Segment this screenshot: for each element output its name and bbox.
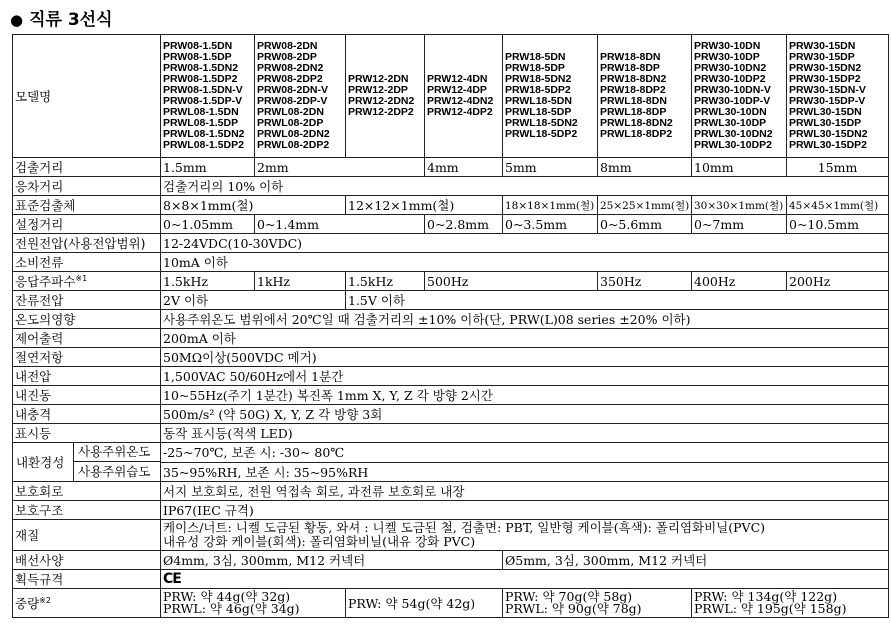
label-material: 재질 — [13, 520, 161, 551]
model-name: PRWL18-5DP2 — [505, 127, 578, 140]
sensing-distance-7: 15mm — [787, 158, 889, 177]
model-name: PRW30-15DN — [789, 40, 856, 53]
model-name: PRW30-10DP — [694, 51, 760, 64]
standard-target-3: 18×18×1mm(철) — [503, 196, 598, 215]
protection-circuit-value: 서지 보호회로, 전원 역접속 회로, 과전류 보호회로 내장 — [161, 482, 889, 501]
current-consumption-value: 10mA 이하 — [161, 253, 889, 272]
model-name: PRWL08-1.5DP — [163, 116, 239, 129]
ambient-temp-label: 사용주위온도 — [74, 443, 160, 462]
model-name: PRW30-10DP-V — [694, 95, 771, 107]
model-name: PRW18-5DN — [505, 51, 566, 64]
weight-2: PRW: 약 54g(약 42g) — [346, 589, 503, 618]
label-weight — [13, 589, 161, 618]
model-name: PRWL18-8DN — [600, 95, 667, 107]
model-name: PRW08-2DP-V — [257, 95, 328, 107]
model-name: PRW08-2DN2 — [257, 62, 324, 75]
model-name: PRW08-1.5DN — [163, 40, 233, 53]
label-dielectric-strength: 내전압 — [13, 367, 161, 386]
model-name: PRW30-15DN-V — [789, 84, 866, 97]
response-frequency-2: 1kHz — [255, 272, 346, 291]
row-sensing-distance — [13, 158, 889, 177]
row-approval — [13, 570, 889, 589]
model-list-8 — [787, 35, 889, 158]
label-model: 모델명 — [13, 35, 161, 158]
row-standard-target — [13, 196, 889, 215]
weight-text: 중량 — [15, 596, 40, 611]
row-current-consumption — [13, 253, 889, 272]
label-response-frequency — [13, 272, 161, 291]
weight-1-line-1: PRW: 약 44g(약 32g) — [163, 589, 291, 604]
model-list-3 — [346, 35, 425, 158]
shock-value: 500m/s² (약 50G) X, Y, Z 각 방향 3회 — [161, 405, 889, 424]
ambient-humidity-value: 35~95%RH, 보존 시: 35~95%RH — [161, 462, 889, 482]
label-setting-distance: 설정거리 — [13, 215, 161, 234]
section-heading — [10, 8, 113, 32]
control-output-value: 200mA 이하 — [161, 329, 889, 348]
weight-4 — [692, 589, 889, 618]
label-cable: 배선사양 — [13, 551, 161, 570]
row-vibration — [13, 386, 889, 405]
weight-3-line-1: PRW: 약 70g(약 58g) — [505, 589, 633, 604]
model-name: PRWL08-1.5DN2 — [163, 127, 245, 140]
environment-label: 내환경성 — [13, 443, 74, 481]
row-indicator — [13, 424, 889, 443]
label-shock: 내충격 — [13, 405, 161, 424]
model-name: PRW18-8DN2 — [600, 73, 667, 86]
vibration-value: 10~55Hz(주기 1분간) 복진폭 1mm X, Y, Z 각 방향 2시간 — [161, 386, 889, 405]
setting-distance-1: 0~1.05mm — [161, 215, 255, 234]
power-supply-value: 12-24VDC(10-30VDC) — [161, 234, 889, 253]
row-dielectric-strength — [13, 367, 889, 386]
model-list-7 — [692, 35, 787, 158]
label-vibration: 내진동 — [13, 386, 161, 405]
response-frequency-note: ※1 — [75, 273, 88, 283]
material-value — [161, 520, 889, 551]
model-name: PRW30-15DN2 — [789, 62, 862, 75]
model-name: PRW08-1.5DP-V — [163, 95, 243, 107]
model-name: PRW18-8DP2 — [600, 84, 666, 97]
bullet-icon: ● — [10, 11, 24, 29]
material-line-2: 내유성 강화 케이블(회색): 폴리염화비닐(내유 강화 PVC) — [163, 534, 476, 549]
model-name: PRW30-10DN2 — [694, 62, 767, 75]
response-frequency-6: 400Hz — [692, 272, 787, 291]
residual-voltage-2: 1.5V 이하 — [346, 291, 889, 310]
model-name: PRW30-15DP — [789, 51, 855, 64]
model-name: PRW08-2DN-V — [257, 84, 328, 97]
label-residual-voltage: 잔류전압 — [13, 291, 161, 310]
setting-distance-3: 0~2.8mm — [425, 215, 503, 234]
model-name: PRW12-2DP2 — [348, 105, 414, 118]
sensing-distance-3: 4mm — [425, 158, 503, 177]
setting-distance-5: 0~5.6mm — [598, 215, 692, 234]
indicator-value: 동작 표시등(적색 LED) — [161, 424, 889, 443]
model-name: PRW30-10DN-V — [694, 84, 771, 97]
dielectric-strength-value: 1,500VAC 50/60Hz에서 1분간 — [161, 367, 889, 386]
label-standard-target: 표준검출체 — [13, 196, 161, 215]
residual-voltage-1: 2V 이하 — [161, 291, 346, 310]
setting-distance-4: 0~3.5mm — [503, 215, 598, 234]
row-model — [13, 35, 889, 158]
model-name: PRW18-8DP — [600, 62, 660, 75]
model-name: PRW30-15DP2 — [789, 73, 861, 86]
weight-3 — [503, 589, 692, 618]
row-ambient-temp — [13, 443, 889, 463]
row-insulation-resistance — [13, 348, 889, 367]
approval-value — [161, 570, 889, 589]
standard-target-4: 25×25×1mm(철) — [598, 196, 692, 215]
response-frequency-4: 500Hz — [425, 272, 598, 291]
material-line-1: 케이스/너트: 니켈 도금된 황동, 와셔 : 니켈 도금된 철, 검출면: PBT, 일반형 케이블(흑색): 폴리염화비닐(PVC) — [163, 520, 766, 535]
row-setting-distance — [13, 215, 889, 234]
row-temp-influence — [13, 310, 889, 329]
standard-target-2: 12×12×1mm(철) — [346, 196, 503, 215]
model-name: PRWL18-8DP — [600, 105, 667, 118]
standard-target-5: 30×30×1mm(철) — [692, 196, 787, 215]
model-name: PRW18-8DN — [600, 51, 661, 64]
model-list-2 — [255, 35, 346, 158]
standard-target-1: 8×8×1mm(철) — [161, 196, 346, 215]
model-name: PRWL08-2DP2 — [257, 138, 330, 151]
insulation-resistance-value: 50MΩ이상(500VDC 메거) — [161, 348, 889, 367]
sensing-distance-2: 2mm — [255, 158, 425, 177]
response-frequency-5: 350Hz — [598, 272, 692, 291]
row-control-output — [13, 329, 889, 348]
model-name: PRW08-1.5DP — [163, 51, 232, 64]
row-shock — [13, 405, 889, 424]
label-sensing-distance: 검출거리 — [13, 158, 161, 177]
standard-target-6: 45×45×1mm(철) — [787, 196, 889, 215]
model-name: PRWL30-15DP — [789, 116, 862, 129]
model-name: PRWL30-15DN — [789, 105, 862, 118]
row-cable — [13, 551, 889, 570]
spec-table — [12, 34, 889, 618]
row-residual-voltage — [13, 291, 889, 310]
model-name: PRWL18-5DP — [505, 105, 572, 118]
response-frequency-7: 200Hz — [787, 272, 889, 291]
model-name: PRWL30-10DP — [694, 116, 767, 129]
sensing-distance-6: 10mm — [692, 158, 787, 177]
section-title: 직류 3선식 — [29, 10, 113, 30]
model-name: PRW12-4DN2 — [427, 95, 494, 107]
model-name: PRW30-15DP-V — [789, 95, 866, 107]
model-list-4 — [425, 35, 503, 158]
label-hysteresis: 응차거리 — [13, 177, 161, 196]
weight-4-line-2: PRWL: 약 195g(약 158g) — [694, 601, 847, 616]
model-name: PRW30-10DP2 — [694, 73, 766, 86]
model-name: PRWL30-10DN2 — [694, 127, 773, 140]
model-name: PRW18-5DP2 — [505, 84, 571, 97]
ambient-humidity-label: 사용주위습도 — [78, 464, 151, 479]
setting-distance-6: 0~7mm — [692, 215, 787, 234]
response-frequency-1: 1.5kHz — [161, 272, 255, 291]
ce-mark-icon: CE — [163, 571, 181, 587]
model-name: PRW08-1.5DN-V — [163, 84, 243, 97]
model-name: PRWL08-2DP — [257, 116, 324, 129]
label-current-consumption: 소비전류 — [13, 253, 161, 272]
weight-3-line-2: PRWL: 약 90g(약 78g) — [505, 601, 642, 616]
model-name: PRW12-4DN — [427, 73, 488, 86]
hysteresis-value: 검출거리의 10% 이하 — [161, 177, 889, 196]
model-name: PRWL30-15DP2 — [789, 138, 868, 151]
model-name: PRW12-2DN2 — [348, 95, 415, 107]
weight-note: ※2 — [39, 595, 51, 605]
row-weight — [13, 589, 889, 618]
model-name: PRW08-2DN — [257, 40, 318, 53]
model-list-5 — [503, 35, 598, 158]
weight-1 — [161, 589, 346, 618]
sensing-distance-4: 5mm — [503, 158, 598, 177]
model-name: PRW08-2DP2 — [257, 73, 323, 86]
row-material — [13, 520, 889, 551]
weight-1-line-2: PRWL: 약 46g(약 34g) — [163, 601, 300, 616]
model-name: PRWL08-2DN — [257, 105, 324, 118]
label-approval: 획득규격 — [13, 570, 161, 589]
weight-4-line-1: PRW: 약 134g(약 122g) — [694, 589, 838, 604]
sensing-distance-1: 1.5mm — [161, 158, 255, 177]
label-protection-circuit: 보호회로 — [13, 482, 161, 501]
label-temp-influence: 온도의영향 — [13, 310, 161, 329]
response-frequency-3: 1.5kHz — [346, 272, 425, 291]
model-name: PRWL08-1.5DP2 — [163, 138, 244, 151]
model-name: PRWL18-5DN2 — [505, 116, 578, 129]
row-hysteresis — [13, 177, 889, 196]
model-name: PRWL30-10DP2 — [694, 138, 773, 151]
model-list-1 — [161, 35, 255, 158]
row-power-supply — [13, 234, 889, 253]
response-frequency-text: 응답주파수 — [15, 274, 76, 289]
row-protection-structure — [13, 501, 889, 520]
model-name: PRW12-2DP — [348, 84, 408, 97]
model-name: PRW12-4DP — [427, 84, 487, 97]
model-name: PRW08-2DP — [257, 51, 317, 64]
model-list-6 — [598, 35, 692, 158]
model-name: PRWL30-10DN — [694, 105, 767, 118]
temp-influence-value: 사용주위온도 범위에서 20℃일 때 검출거리의 ±10% 이하(단, PRW(L)08 series ±20% 이하) — [161, 310, 889, 329]
model-name: PRW18-5DN2 — [505, 73, 572, 86]
model-name: PRW08-1.5DP2 — [163, 73, 238, 86]
model-name: PRW18-5DP — [505, 62, 565, 75]
model-name: PRW30-10DN — [694, 40, 761, 53]
model-name: PRWL18-5DN — [505, 95, 572, 107]
model-name: PRW08-1.5DN2 — [163, 62, 239, 75]
label-power-supply: 전원전압(사용전압범위) — [13, 234, 161, 253]
row-protection-circuit — [13, 482, 889, 501]
label-protection-structure: 보호구조 — [13, 501, 161, 520]
cable-1: Ø4mm, 3심, 300mm, M12 커넥터 — [161, 551, 503, 570]
label-control-output: 제어출력 — [13, 329, 161, 348]
setting-distance-2: 0~1.4mm — [255, 215, 425, 234]
protection-structure-value: IP67(IEC 규격) — [161, 501, 889, 520]
label-indicator: 표시등 — [13, 424, 161, 443]
model-name: PRWL30-15DN2 — [789, 127, 868, 140]
model-name: PRW12-4DP2 — [427, 105, 493, 118]
label-insulation-resistance: 절연저항 — [13, 348, 161, 367]
model-name: PRWL18-8DN2 — [600, 116, 673, 129]
cable-2: Ø5mm, 3심, 300mm, M12 커넥터 — [503, 551, 889, 570]
model-name: PRWL18-8DP2 — [600, 127, 673, 140]
model-name: PRW12-2DN — [348, 73, 409, 86]
sensing-distance-5: 8mm — [598, 158, 692, 177]
ambient-temp-value: -25~70℃, 보존 시: -30~ 80℃ — [161, 443, 889, 463]
setting-distance-7: 0~10.5mm — [787, 215, 889, 234]
model-name: PRWL08-1.5DN — [163, 105, 239, 118]
row-response-frequency — [13, 272, 889, 291]
label-environment — [13, 443, 161, 482]
model-name: PRWL08-2DN2 — [257, 127, 330, 140]
